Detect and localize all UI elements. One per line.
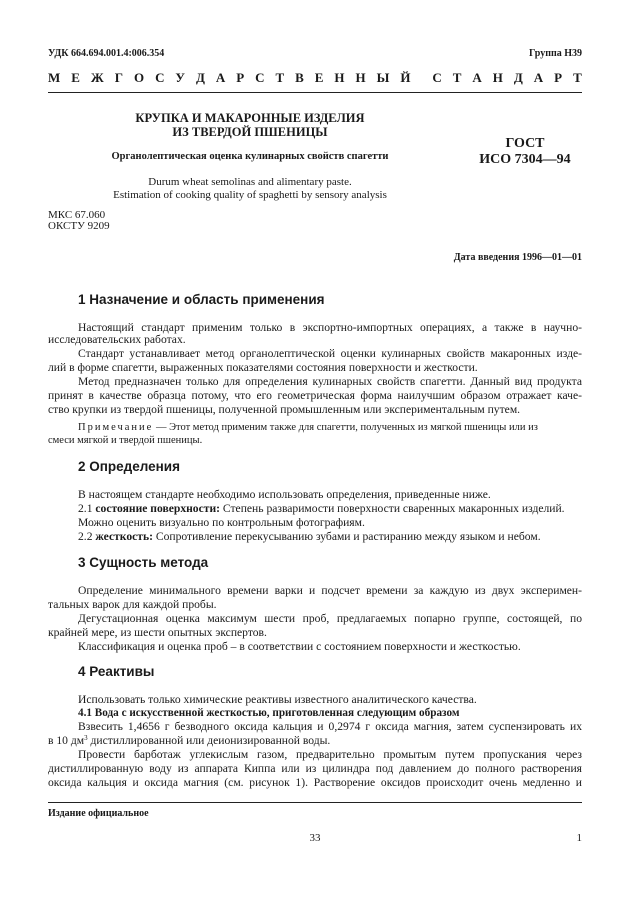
section-4-text: дистиллированную воду из аппарата Киппа или из цилиндра под давлением до полного растворения [48,762,582,775]
footer-divider [48,802,582,803]
banner-letter: А [472,70,482,85]
section-3-text: Классификация и оценка проб – в соответствии с состоянием поверхности и жесткостью. [78,640,521,653]
section-1-text: лий в форме спагетти, выраженных показателями состояния поверхности и жесткости. [48,361,478,374]
definition-1 [78,502,565,516]
section-4-text: Использовать только химические реактивы известного аналитического качества. [78,693,477,706]
banner-letter: Д [513,70,523,85]
gost-label: ГОСТ [505,136,545,151]
banner-letter: М [48,70,61,85]
definition-number: 2.2 [78,530,93,543]
banner-letter: Д [195,70,205,85]
banner-letter: Е [71,70,80,85]
section-1-text: Стандарт устанавливает метод органолептической оценки кулинарных свойств макаронных изде- [78,347,582,360]
section-2-heading: 2 Определения [78,459,180,474]
definition-2 [78,530,541,544]
banner-letter: Г [114,70,123,85]
note-text: — Этот метод применим также для спагетти, полученных из мягкой пшеницы или из [155,422,538,433]
title-line-2: ИЗ ТВЕРДОЙ ПШЕНИЦЫ [172,125,328,139]
section-3-text: Дегустационная оценка максимум шести проб, предлагаемых попарно группе, состоящей, по [78,612,582,625]
section-1-text: Метод предназначен только для определения кулинарных свойств спагетти. Данный вид продукта [78,375,582,388]
section-4-subheading: 4.1 Вода с искусственной жесткостью, приготовленная следующим образом [78,707,460,719]
section-4-text: оксида кальция и оксида магния (см. рисунок 1). Растворение оксидов происходит очень медленно и [48,776,582,789]
gost-number: ИСО 7304—94 [479,152,571,167]
banner-letter: Н [334,70,345,85]
banner-letter: Р [236,70,245,85]
standard-banner [48,70,582,86]
banner-letter: Е [314,70,324,85]
banner-letter: Н [355,70,366,85]
udk-code: УДК 664.694.001.4:006.354 [48,48,165,59]
banner-letter: У [175,70,185,85]
definition-text: Степень разваримости поверхности сваренных макаронных изделий. [222,502,565,515]
section-2-text: В настоящем стандарте необходимо использовать определения, приведенные ниже. [78,488,491,501]
english-title-1: Durum wheat semolinas and alimentary paste. [148,176,352,188]
banner-letter: С [155,70,165,85]
section-1-text: исследовательских работах. [48,333,186,346]
section-3-heading: 3 Сущность метода [78,555,209,570]
section-3-text: крайней мере, из шести опытных экспертов. [48,626,267,639]
banner-letter: О [133,70,145,85]
banner-letter: С [255,70,265,85]
banner-letter: С [432,70,442,85]
title-subtitle: Органолептическая оценка кулинарных свойств спагетти [111,151,389,162]
section-1-note [78,421,538,435]
section-1-text: Настоящий стандарт применим только в экспортно-импортных операциях, а также в научно- [78,321,582,334]
banner-letter: Н [492,70,503,85]
definition-number: 2.1 [78,502,93,515]
banner-letter: А [533,70,544,85]
introduction-date: Дата введения 1996—01—01 [453,252,582,263]
group-code: Группа Н39 [529,48,582,59]
banner-letter: В [295,70,304,85]
banner-letter: Ы [376,70,390,85]
section-4-text: в 10 $дм^3$ дистиллированной или деионизированной воды. [48,734,331,747]
section-4-heading: 4 Реактивы [78,664,155,679]
section-1-heading: 1 Назначение и область применения [78,292,325,307]
banner-letter: Р [554,70,563,85]
banner-letter: Ж [90,70,104,85]
section-3-text: Определение минимального времени варки и подсчет времени за каждую из двух эксперимен- [78,584,582,597]
section-3-text: тальных варок для каждой пробы. [48,598,217,611]
header-divider [48,92,582,93]
section-4-text: Взвесить 1,4656 г безводного оксида кальция и 0,2974 г оксида магния, затем суспензировать их [78,720,582,733]
banner-letter: Т [452,70,462,85]
definition-term: жесткость: [95,530,153,543]
definition-text: Сопротивление перекусыванию зубами и растиранию между языком и небом. [155,530,541,543]
section-1-text: принят в качестве образца потому, что его геометрическая форма наилучшим образом отражает каче- [48,389,582,402]
definition-term: состояние поверхности: [95,502,220,515]
page-number-right: 1 [576,832,582,844]
banner-letter: Т [275,70,285,85]
official-edition: Издание официальное [48,808,149,819]
note-label: Примечание [78,422,154,433]
banner-letter: Й [400,70,411,85]
section-1-note: смеси мягкой и твердой пшеницы. [48,435,203,446]
section-2-text: Можно оценить визуально по контрольным фотографиям. [78,516,365,529]
title-line-1: КРУПКА И МАКАРОННЫЕ ИЗДЕЛИЯ [135,111,365,125]
banner-letter: А [215,70,226,85]
section-4-text: Провести барботаж углекислым газом, предварительно промытым путем пропускания через [78,748,582,761]
english-title-2: Estimation of cooking quality of spaghetti by sensory analysis [113,189,387,201]
okstu-code: ОКСТУ 9209 [48,220,110,232]
section-1-text: ство крупки из твердой пшеницы, полученной промышленным или экспериментальным путем. [48,403,521,416]
mks-code: МКС 67.060 [48,209,106,221]
banner-letter: Т [573,70,582,85]
page-number-center: 33 [309,832,321,844]
